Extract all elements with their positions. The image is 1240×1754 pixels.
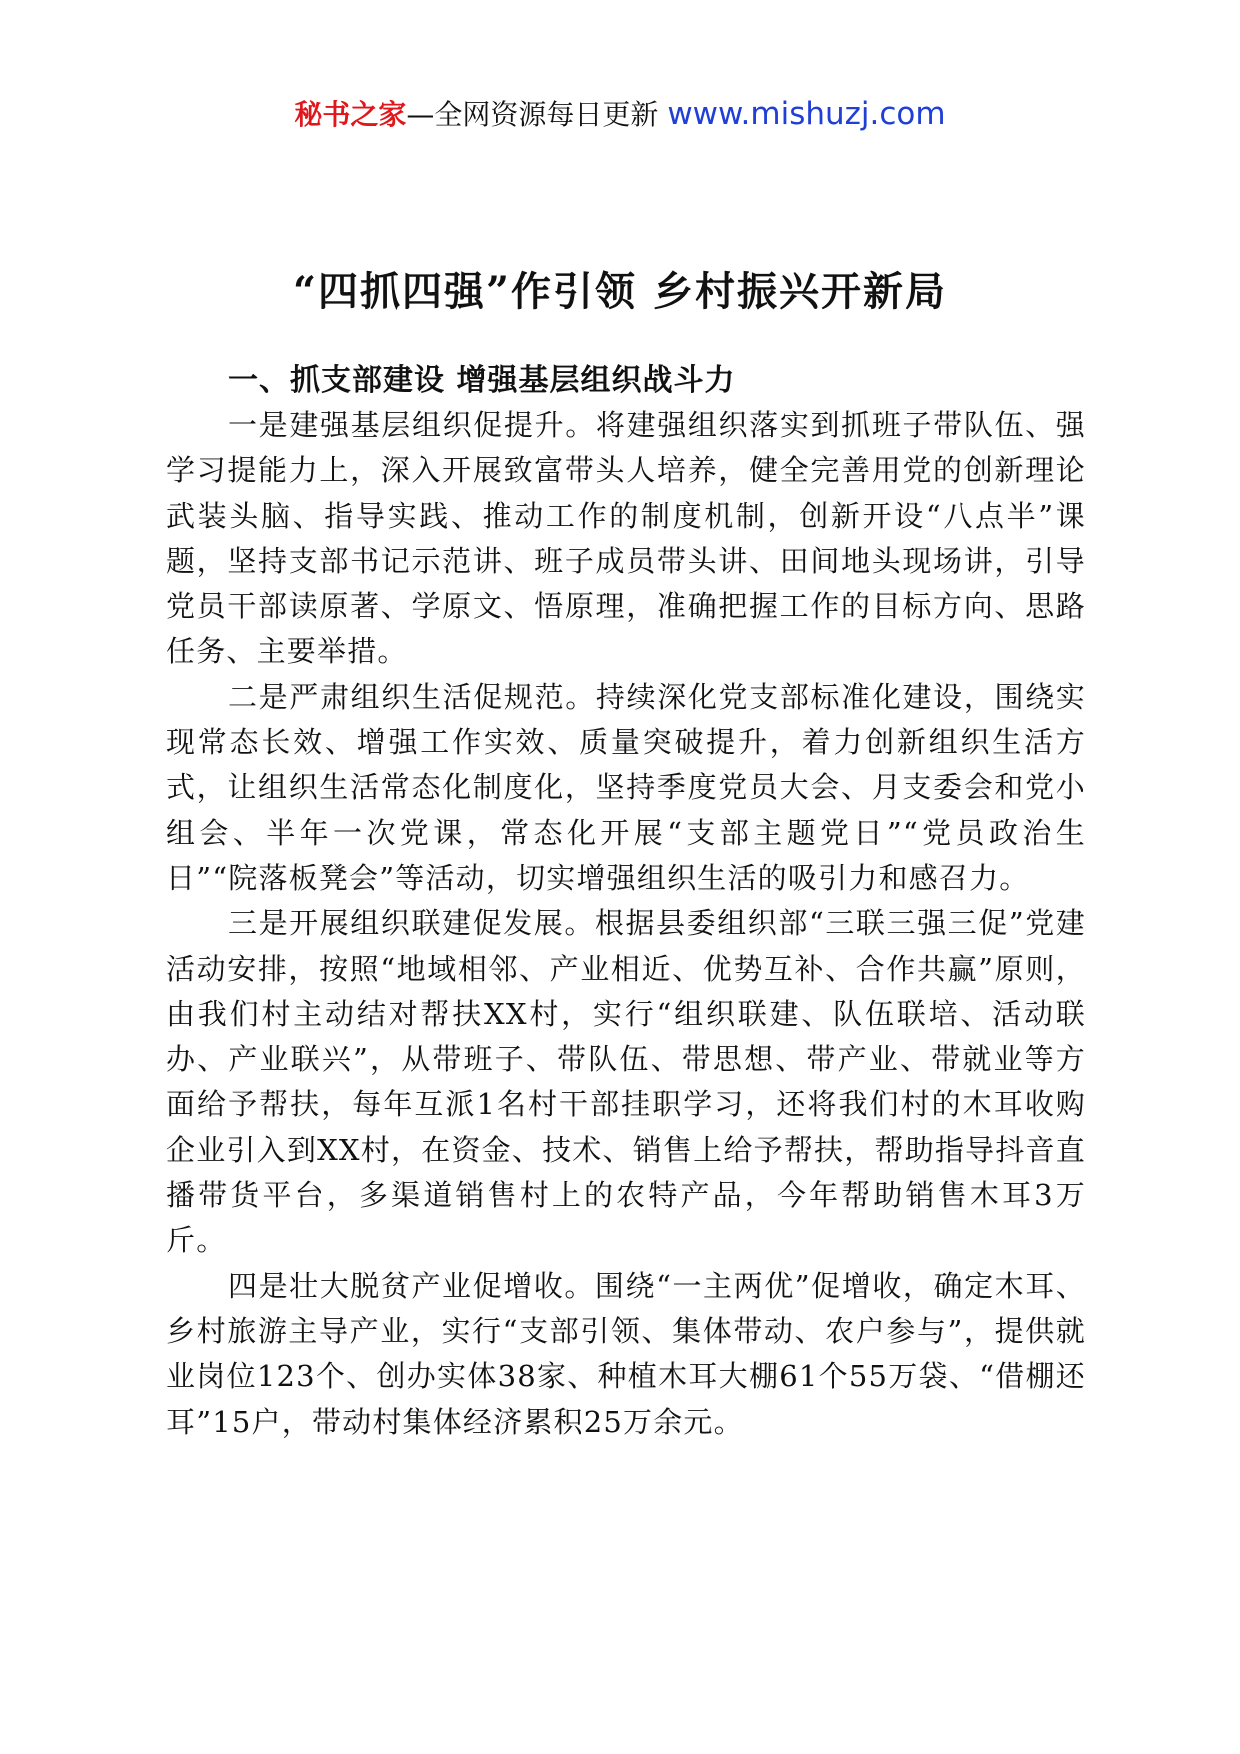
paragraph-2: 二是严肃组织生活促规范。持续深化党支部标准化建设，围绕实现常态长效、增强工作实效、质量突破提升，着力创新组织生活方式，让组织生活常态化制度化，坚持季度党员大会、月支委会和党小组会、半年一次党课，常态化开展“支部主题党日”“党员政治生日”“院落板凳会”等活动，切实增强组织生活的吸引力和感召力。	[166, 679, 1086, 895]
document-title: “四抓四强”作引领 乡村振兴开新局	[293, 267, 947, 315]
section-heading: 一、抓支部建设 增强基层组织战斗力	[228, 363, 736, 398]
document-body	[166, 358, 1086, 1445]
site-url-link[interactable]: www.mishuzj.com	[667, 96, 946, 132]
paragraph-4: 四是壮大脱贫产业促增收。围绕“一主两优”促增收，确定木耳、乡村旅游主导产业，实行“支部引领、集体带动、农户参与”，提供就业岗位123个、创办实体38家、种植木耳大棚61个55万袋、“借棚还耳”15户，带动村集体经济累积25万余元。	[166, 1268, 1086, 1439]
site-tagline: —全网资源每日更新	[406, 98, 668, 131]
site-brand-name: 秘书之家	[294, 98, 407, 131]
paragraph-1: 一是建强基层组织促提升。将建强组织落实到抓班子带队伍、强学习提能力上，深入开展致富带头人培养，健全完善用党的创新理论武装头脑、指导实践、推动工作的制度机制，创新开设“八点半”课题，坚持支部书记示范讲、班子成员带头讲、田间地头现场讲，引导党员干部读原著、学原文、悟原理，准确把握工作的目标方向、思路任务、主要举措。	[166, 408, 1086, 669]
paragraph-3: 三是开展组织联建促发展。根据县委组织部“三联三强三促”党建活动安排，按照“地域相邻、产业相近、优势互补、合作共赢”原则，由我们村主动结对帮扶XX村，实行“组织联建、队伍联培、活动联办、产业联兴”，从带班子、带队伍、带思想、带产业、带就业等方面给予帮扶，每年互派1名村干部挂职学习，还将我们村的木耳收购企业引入到XX村，在资金、技术、销售上给予帮扶，帮助指导抖音直播带货平台，多渠道销售村上的农特产品，今年帮助销售木耳3万斤。	[166, 906, 1086, 1258]
site-header-banner	[0, 94, 1240, 135]
